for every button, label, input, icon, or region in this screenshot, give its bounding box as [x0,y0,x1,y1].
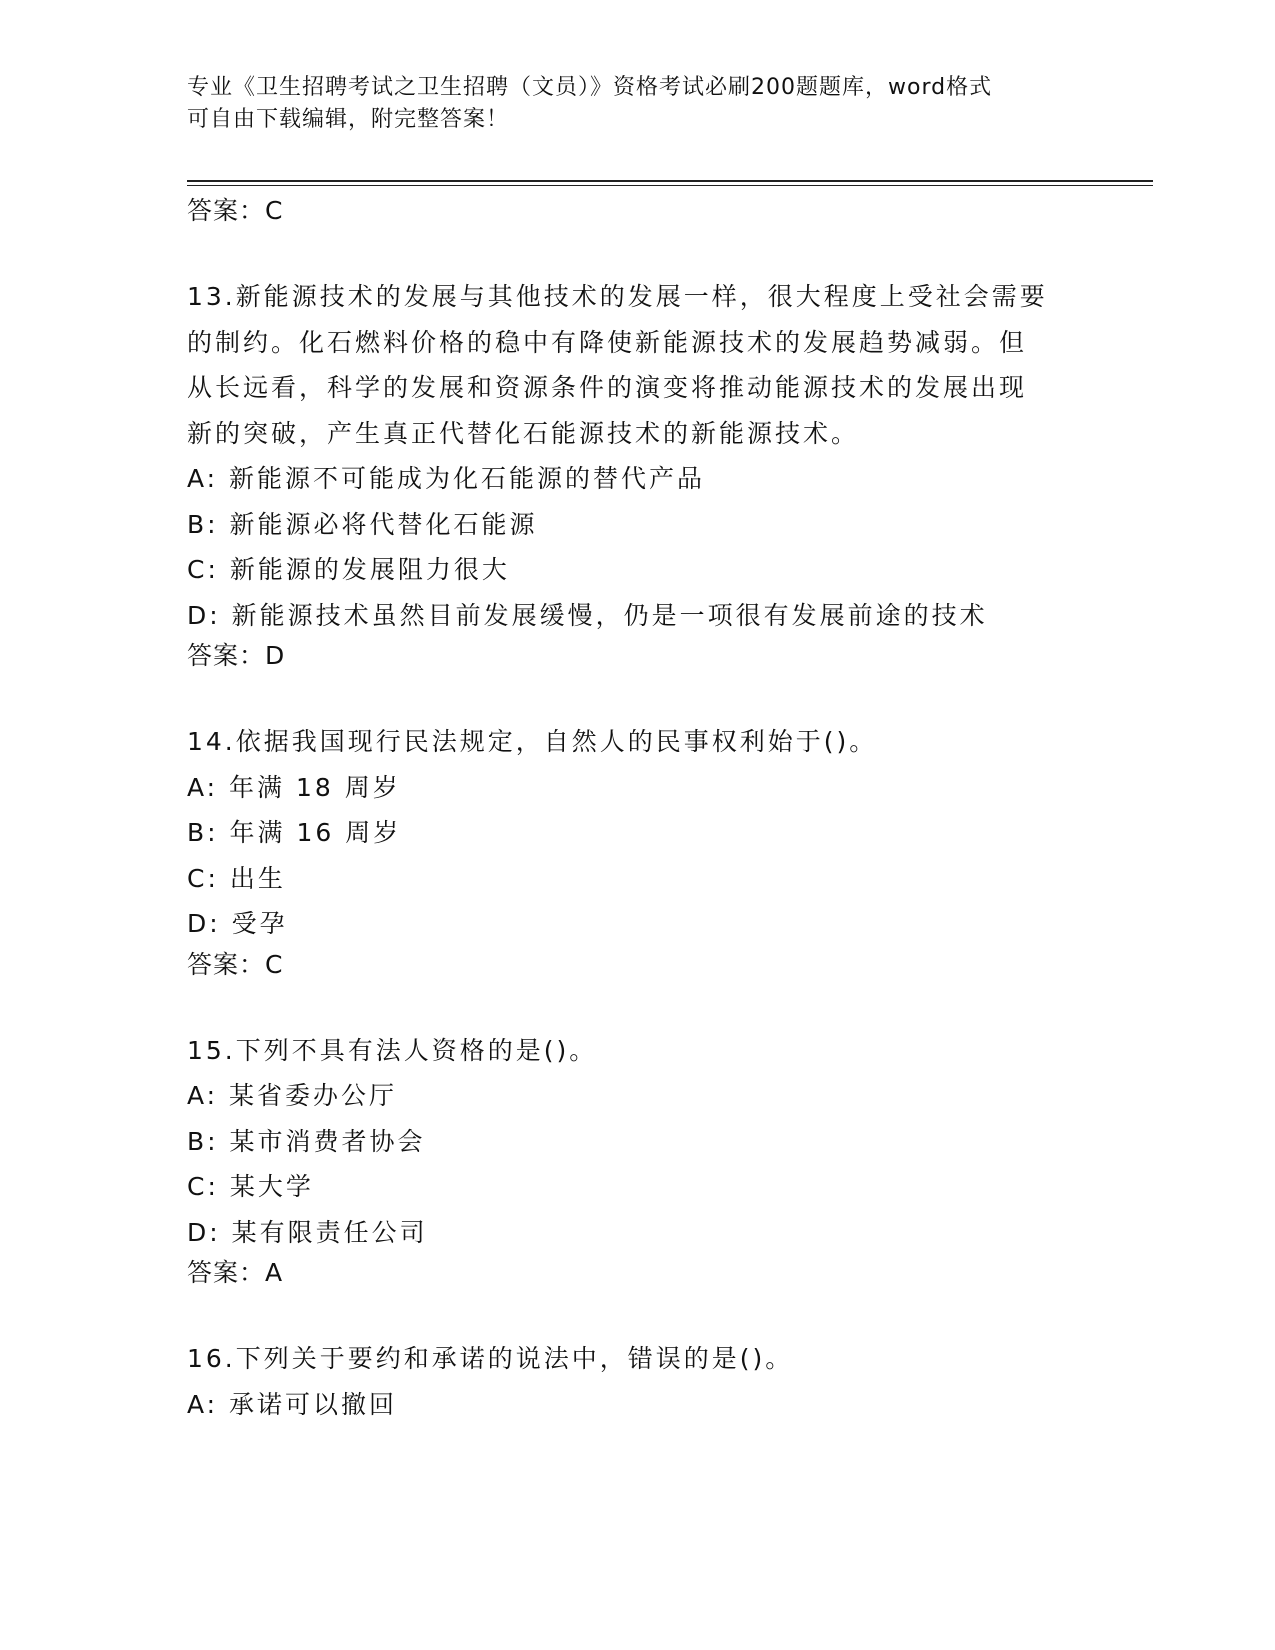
option-a: A: 某省委办公厅 [187,1081,398,1110]
previous-answer: 答案：C [187,196,284,225]
option-d: D: 受孕 [187,909,288,938]
question-stem-line: 从长远看，科学的发展和资源条件的演变将推动能源技术的发展出现 [187,373,1028,402]
question-15 [187,1028,1087,1292]
question-stem-line: 新的突破，产生真正代替化石能源技术的新能源技术。 [187,418,860,448]
option-c: C: 出生 [187,863,286,893]
question-stem-line: 14.依据我国现行民法规定，自然人的民事权利始于()。 [187,727,878,756]
header-line-2: 可自由下载编辑，附完整答案！ [187,107,510,132]
question-stem-line: 15.下列不具有法人资格的是()。 [187,1035,598,1065]
header-rule-thin [187,185,1153,186]
answer: 答案：A [187,1258,284,1287]
option-c: C: 新能源的发展阻力很大 [187,555,510,584]
question-13 [187,274,1087,674]
question-stem-line: 16.下列关于要约和承诺的说法中，错误的是()。 [187,1344,794,1373]
option-a: A: 年满 18 周岁 [187,772,401,802]
question-stem-line: 13.新能源技术的发展与其他技术的发展一样，很大程度上受社会需要 [187,282,1048,311]
option-a: A: 承诺可以撤回 [187,1389,398,1419]
question-stem-line: 的制约。化石燃料价格的稳中有降使新能源技术的发展趋势减弱。但 [187,327,1028,357]
answer: 答案：C [187,949,284,979]
option-b: B: 某市消费者协会 [187,1126,426,1156]
option-a: A: 新能源不可能成为化石能源的替代产品 [187,464,706,493]
option-c: C: 某大学 [187,1172,314,1201]
question-14 [187,719,1087,983]
option-b: B: 新能源必将代替化石能源 [187,509,538,539]
option-b: B: 年满 16 周岁 [187,818,402,847]
header-line-1: 专业《卫生招聘考试之卫生招聘（文员）》资格考试必刷200题题库，word格式 [187,75,993,100]
document-header [187,72,1067,136]
option-d: D: 新能源技术虽然目前发展缓慢，仍是一项很有发展前途的技术 [187,600,988,630]
header-rule-thick [187,180,1153,182]
question-list [187,193,1087,1427]
question-16 [187,1336,1087,1427]
answer: 答案：D [187,641,286,670]
option-d: D: 某有限责任公司 [187,1217,428,1247]
